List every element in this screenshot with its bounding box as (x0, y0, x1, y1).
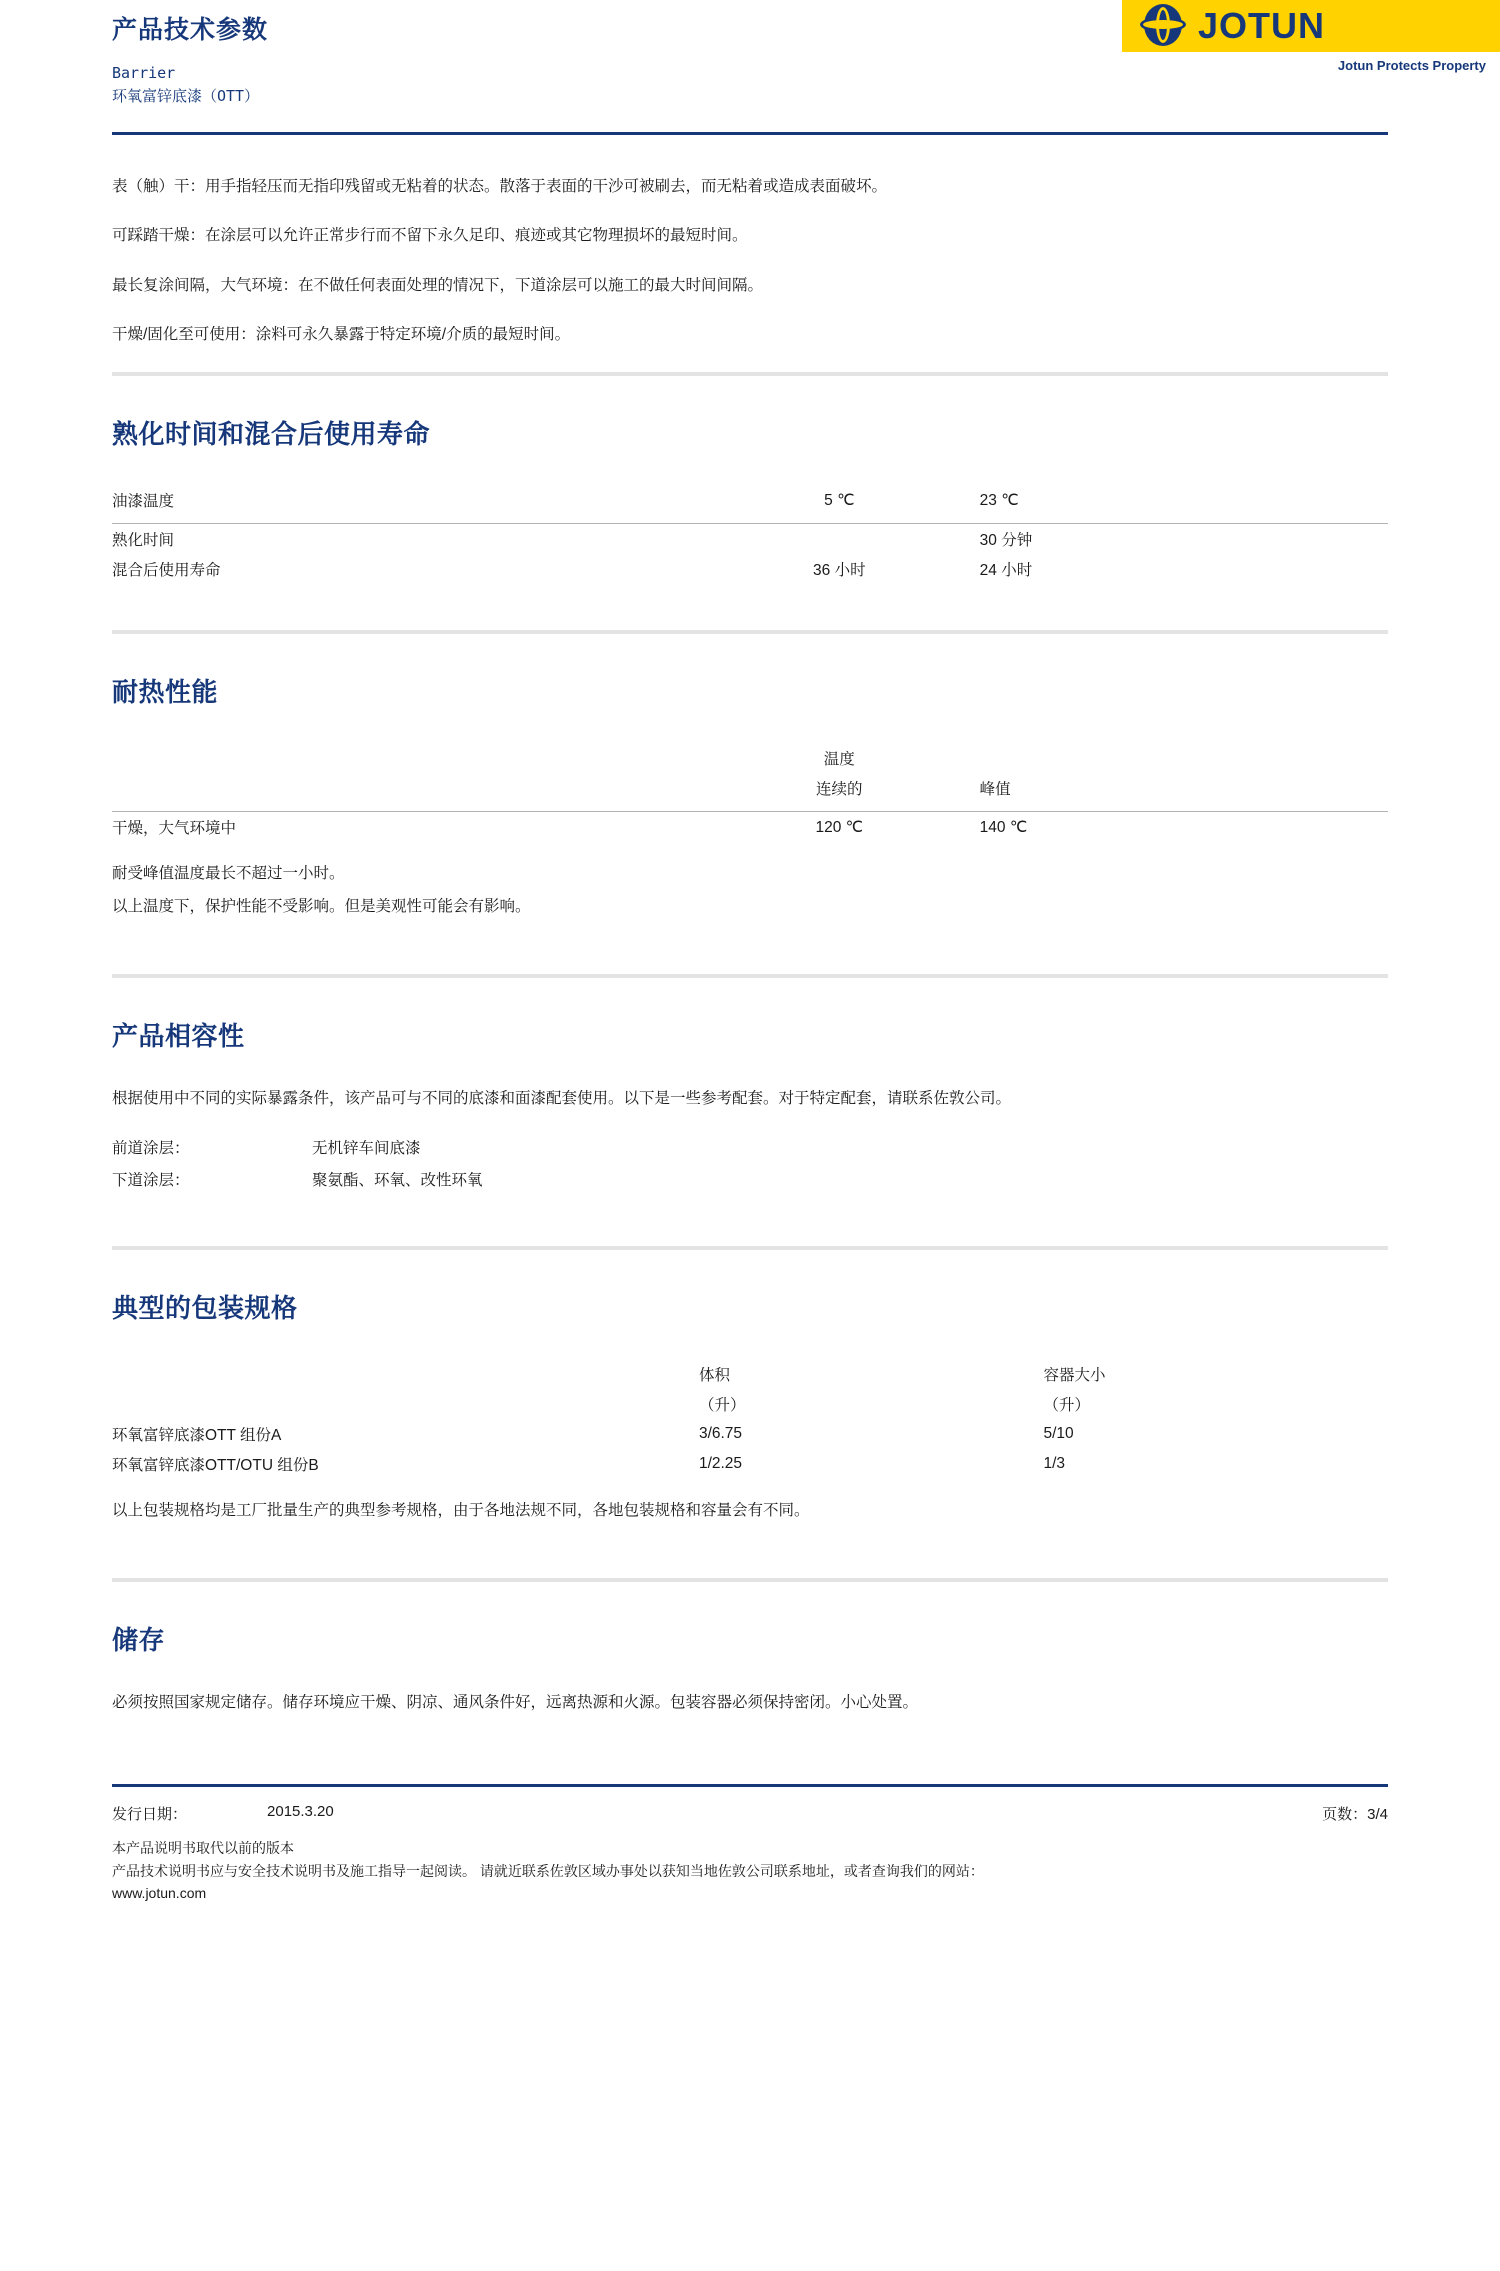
section-divider (112, 630, 1388, 634)
intro-paragraph: 表（触）干：用手指轻压而无指印残留或无粘着的状态。散落于表面的干沙可被刷去，而无粘着或造成表面破坏。 (112, 178, 888, 195)
potlife-row-label: 混合后使用寿命 (112, 562, 221, 579)
footer-page-label: 页数： (1322, 1805, 1368, 1823)
table-row (112, 524, 1388, 555)
cure-row-label: 熟化时间 (112, 532, 175, 549)
footer-date-label: 发行日期： (112, 1805, 188, 1823)
heat-header-peak: 峰值 (979, 781, 1011, 798)
storage-text: 必须按照国家规定储存。储存环境应干燥、阴凉、通风条件好，远离热源和火源。包装容器必须保持密闭。小心处置。 (112, 1693, 919, 1711)
packaging-row-name: 环氧富锌底漆OTT 组份A (112, 1426, 282, 1444)
page-content (0, 135, 1500, 1714)
compatibility-intro: 根据使用中不同的实际暴露条件，该产品可与不同的底漆和面漆配套使用。以下是一些参考配套。对于特定配套，请联系佐敦公司。 (112, 1089, 1012, 1107)
header-title-block (112, 10, 268, 107)
intro-paragraph: 最长复涂间隔，大气环境：在不做任何表面处理的情况下，下道涂层可以施工的最大时间间隔。 (112, 276, 764, 294)
table-row (112, 812, 1388, 843)
packaging-table (112, 1359, 1388, 1479)
packaging-subheader-container-unit: （升） (1043, 1396, 1090, 1414)
table-header-row (112, 773, 1388, 803)
cure-header-23c: 23 ℃ (979, 491, 1019, 509)
compatibility-value: 聚氨酯、环氧、改性环氧 (312, 1171, 483, 1189)
intro-paragraph: 可踩踏干燥：在涂层可以允许正常步行而不留下永久足印、痕迹或其它物理损坏的最短时间。 (112, 227, 748, 245)
heat-row-label: 干燥，大气环境中 (112, 820, 237, 837)
page-title: 产品技术参数 (112, 16, 269, 44)
intro-section (112, 135, 1388, 346)
packaging-subheader-volume-unit: （升） (698, 1396, 746, 1414)
packaging-header-blank (112, 1359, 699, 1389)
section-divider (112, 372, 1388, 376)
packaging-header-volume: 体积 (698, 1366, 730, 1384)
section-divider (112, 974, 1388, 978)
intro-paragraph: 干燥/固化至可使用：涂料可永久暴露于特定环境/介质的最短时间。 (112, 325, 571, 343)
section-title-heat: 耐热性能 (112, 677, 219, 707)
footer-page-number (1322, 1803, 1388, 1824)
packaging-row-container: 5/10 (1043, 1424, 1074, 1442)
footer-notes (112, 1838, 1388, 1905)
table-subheader-row (112, 1389, 1388, 1419)
heat-row-continuous: 120 ℃ (815, 818, 864, 836)
footer-date-value: 2015.3.20 (267, 1802, 334, 1820)
cure-table (112, 485, 1388, 584)
jotun-logo (1122, 0, 1500, 90)
table-rule (112, 803, 1388, 812)
table-header-row (112, 485, 1388, 515)
footer-note: 本产品说明书取代以前的版本 (112, 1839, 294, 1856)
packaging-subheader-blank (112, 1389, 699, 1419)
packaging-row-volume: 1/2.25 (698, 1454, 743, 1472)
heat-group-header: 温度 (823, 751, 855, 768)
cure-row-23c: 30 分钟 (979, 532, 1033, 549)
compatibility-row (112, 1136, 1388, 1158)
cure-row-5c (699, 524, 980, 555)
heat-note: 以上温度下，保护性能不受影响。但是美观性可能会有影响。 (112, 897, 531, 915)
section-divider (112, 1578, 1388, 1582)
heat-row-peak: 140 ℃ (979, 818, 1028, 836)
compatibility-label: 下道涂层： (112, 1171, 190, 1189)
footer-website: www.jotun.com (112, 1885, 207, 1902)
packaging-row-name: 环氧富锌底漆OTT/OTU 组份B (112, 1456, 319, 1474)
compatibility-value: 无机锌车间底漆 (312, 1139, 421, 1157)
footer-meta-row (112, 1787, 1388, 1824)
packaging-row-container: 1/3 (1043, 1454, 1066, 1472)
table-row (112, 554, 1388, 584)
product-name: 环氧富锌底漆（OTT） (112, 86, 260, 105)
page-footer (0, 1784, 1500, 1905)
product-line: Barrier (112, 64, 176, 82)
heat-header-continuous: 连续的 (816, 781, 863, 798)
packaging-header-container: 容器大小 (1043, 1366, 1106, 1384)
table-rule (112, 515, 1388, 524)
section-title-cure: 熟化时间和混合后使用寿命 (112, 419, 431, 449)
footer-page-value: 3/4 (1367, 1805, 1388, 1823)
table-header-row (112, 1359, 1388, 1389)
table-row (112, 1449, 1388, 1479)
page-header (0, 0, 1500, 120)
logo-tagline: Jotun Protects Property (1337, 58, 1486, 73)
section-title-storage: 储存 (112, 1624, 166, 1655)
logo-wordmark: JOTUN (1198, 5, 1326, 46)
cure-header-5c: 5 ℃ (824, 491, 855, 509)
section-title-compatibility: 产品相容性 (112, 1020, 245, 1051)
table-group-header-row (112, 743, 1388, 773)
footer-issue-date (112, 1803, 334, 1824)
section-title-packaging: 典型的包装规格 (112, 1292, 298, 1323)
footer-note: 产品技术说明书应与安全技术说明书及施工指导一起阅读。 请就近联系佐敦区域办事处以获知当地佐敦公司联系地址，或者查询我们的网站： (112, 1862, 984, 1879)
table-row (112, 1419, 1388, 1449)
logo-bar (1122, 0, 1500, 52)
cure-header-label: 油漆温度 (112, 493, 175, 510)
compatibility-label: 前道涂层： (112, 1139, 190, 1157)
heat-note: 耐受峰值温度最长不超过一小时。 (112, 865, 345, 882)
globe-icon (1140, 3, 1186, 49)
potlife-row-23c: 24 小时 (979, 562, 1033, 579)
potlife-row-5c: 36 小时 (813, 562, 866, 579)
packaging-note: 以上包装规格均是工厂批量生产的典型参考规格，由于各地法规不同，各地包装规格和容量会有不同。 (112, 1501, 810, 1519)
packaging-row-volume: 3/6.75 (698, 1424, 743, 1442)
heat-table (112, 743, 1388, 842)
section-divider (112, 1246, 1388, 1250)
compatibility-row (112, 1168, 1388, 1190)
